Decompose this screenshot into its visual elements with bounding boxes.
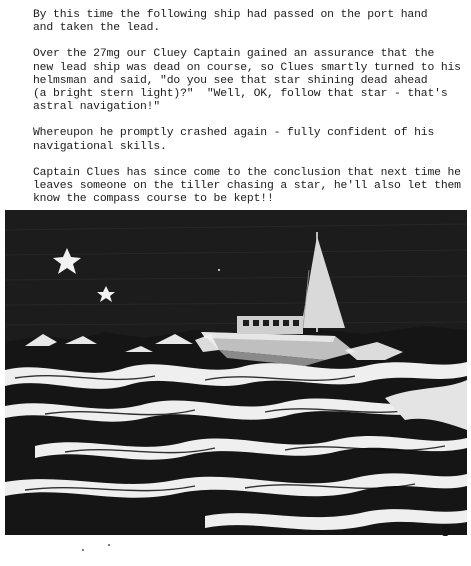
paragraph-1: By this time the following ship had passed on the port hand and taken the lead. bbox=[33, 9, 428, 35]
page-number: 9 bbox=[441, 524, 451, 540]
paragraph-3: Whereupon he promptly crashed again - fully confident of his navigational skills. bbox=[33, 127, 435, 153]
illustration-svg bbox=[5, 210, 467, 535]
night-sea-boat-illustration bbox=[5, 210, 467, 535]
print-speck bbox=[82, 549, 84, 551]
body-text bbox=[33, 9, 463, 219]
star-dot bbox=[218, 269, 220, 271]
paragraph-2: Over the 27mg our Cluey Captain gained an assurance that the new lead ship was dead on course, so Clues smartly turned to his helmsman and said, "do you see that star shining dead ahead (a bright stern light)?" "Well, OK, follow that star - that's astral navigation!" bbox=[33, 48, 461, 114]
print-speck bbox=[108, 544, 110, 546]
paragraph-4: Captain Clues has since come to the conclusion that next time he leaves someone on the tiller chasing a star, he'll also let them know the compass course to be kept!! bbox=[33, 166, 461, 206]
